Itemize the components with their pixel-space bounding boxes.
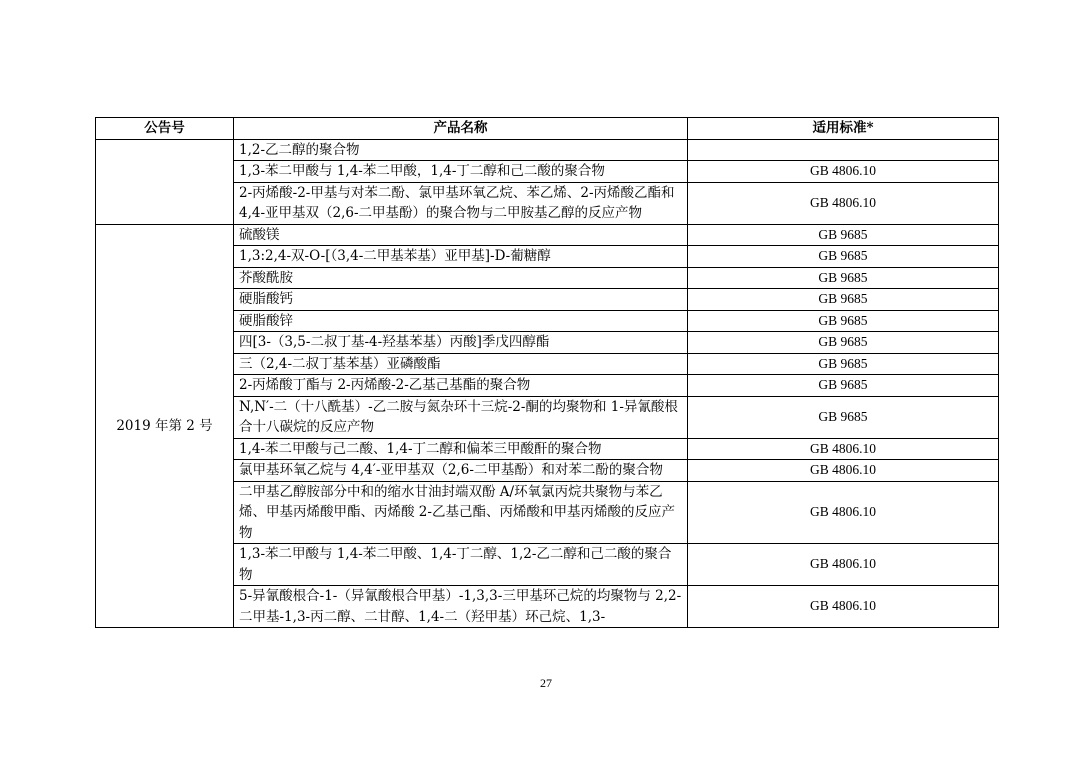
standard-cell: GB 9685 [688, 267, 999, 289]
announcement-cell: 2019 年第 2 号 [96, 224, 234, 628]
header-standard: 适用标准* [688, 118, 999, 140]
standard-cell [688, 139, 999, 161]
table-row [96, 139, 999, 161]
standard-cell: GB 9685 [688, 332, 999, 354]
standard-cell: GB 9685 [688, 375, 999, 397]
product-name-cell: 2-丙烯酸丁酯与 2-丙烯酸-2-乙基己基酯的聚合物 [234, 375, 688, 397]
product-name-cell: 1,3:2,4-双-O-[（3,4-二甲基苯基）亚甲基]-D-葡糖醇 [234, 246, 688, 268]
product-name-cell: 1,3-苯二甲酸与 1,4-苯二甲酸，1,4-丁二醇和己二酸的聚合物 [234, 161, 688, 183]
standard-cell: GB 4806.10 [688, 481, 999, 544]
standard-cell: GB 9685 [688, 310, 999, 332]
standards-table [95, 117, 999, 628]
standard-cell: GB 4806.10 [688, 438, 999, 460]
product-name-cell: 5-异氰酸根合-1-（异氰酸根合甲基）-1,3,3-三甲基环己烷的均聚物与 2,2-二甲基-1,3-丙二醇、二甘醇、1,4-二（羟甲基）环己烷、1,3- [234, 586, 688, 628]
product-name-cell: 2-丙烯酸-2-甲基与对苯二酚、氯甲基环氧乙烷、苯乙烯、2-丙烯酸乙酯和 4,4-亚甲基双（2,6-二甲基酚）的聚合物与二甲胺基乙醇的反应产物 [234, 182, 688, 224]
product-name-cell: 硬脂酸钙 [234, 289, 688, 311]
standard-cell: GB 9685 [688, 353, 999, 375]
standard-cell: GB 4806.10 [688, 586, 999, 628]
table-row [96, 224, 999, 246]
product-name-cell: 芥酸酰胺 [234, 267, 688, 289]
announcement-cell [96, 139, 234, 224]
standard-cell: GB 9685 [688, 396, 999, 438]
product-name-cell: 氯甲基环氧乙烷与 4,4′-亚甲基双（2,6-二甲基酚）和对苯二酚的聚合物 [234, 460, 688, 482]
header-announcement: 公告号 [96, 118, 234, 140]
standard-cell: GB 9685 [688, 246, 999, 268]
standard-cell: GB 4806.10 [688, 544, 999, 586]
product-name-cell: 二甲基乙醇胺部分中和的缩水甘油封端双酚 A/环氧氯丙烷共聚物与苯乙烯、甲基丙烯酸甲酯、丙烯酸 2-乙基己酯、丙烯酸和甲基丙烯酸的反应产物 [234, 481, 688, 544]
standard-cell: GB 4806.10 [688, 460, 999, 482]
product-name-cell: 1,4-苯二甲酸与己二酸、1,4-丁二醇和偏苯三甲酸酐的聚合物 [234, 438, 688, 460]
product-name-cell: N,N′-二（十八酰基）-乙二胺与氮杂环十三烷-2-酮的均聚物和 1-异氰酸根合十八碳烷的反应产物 [234, 396, 688, 438]
standard-cell: GB 9685 [688, 224, 999, 246]
product-name-cell: 硬脂酸锌 [234, 310, 688, 332]
standard-cell: GB 9685 [688, 289, 999, 311]
table-header-row [96, 118, 999, 140]
product-name-cell: 三（2,4-二叔丁基苯基）亚磷酸酯 [234, 353, 688, 375]
product-name-cell: 四[3-（3,5-二叔丁基-4-羟基苯基）丙酸]季戊四醇酯 [234, 332, 688, 354]
standard-cell: GB 4806.10 [688, 161, 999, 183]
header-product-name: 产品名称 [234, 118, 688, 140]
product-name-cell: 1,3-苯二甲酸与 1,4-苯二甲酸、1,4-丁二醇、1,2-乙二醇和己二酸的聚合物 [234, 544, 688, 586]
product-name-cell: 硫酸镁 [234, 224, 688, 246]
product-name-cell: 1,2-乙二醇的聚合物 [234, 139, 688, 161]
standard-cell: GB 4806.10 [688, 182, 999, 224]
page-number: 27 [540, 676, 552, 690]
